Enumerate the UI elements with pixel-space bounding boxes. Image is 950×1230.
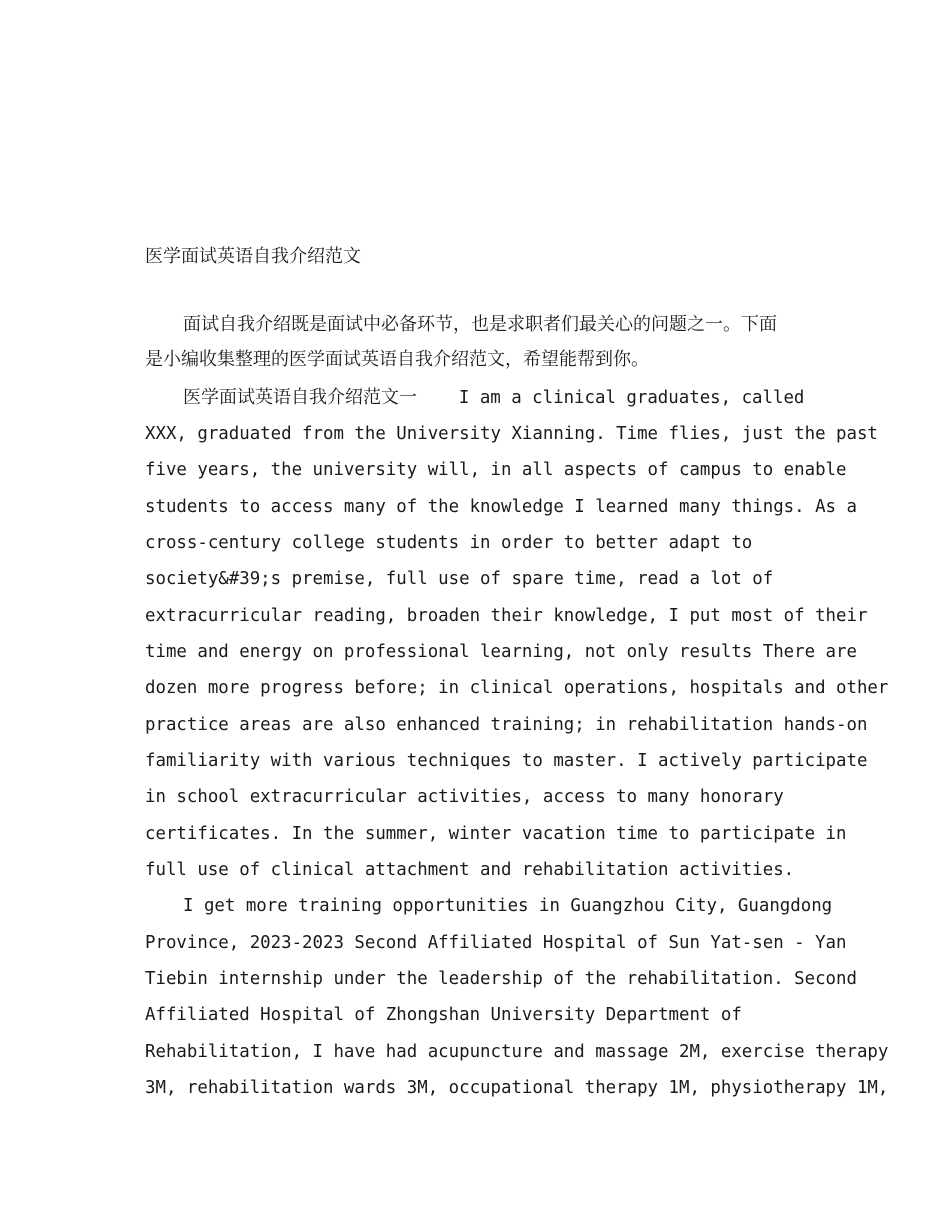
body-text-start: I am a clinical graduates, called: [417, 388, 805, 408]
body-line: dozen more progress before; in clinical operations, hospitals and other: [145, 678, 889, 698]
body-line: Province, 2023-2023 Second Affiliated Hospital of Sun Yat-sen - Yan: [145, 933, 847, 953]
body-line: practice areas are also enhanced training; in rehabilitation hands-on: [145, 715, 868, 735]
body-line: time and energy on professional learning, not only results There are: [145, 642, 857, 662]
body-line: students to access many of the knowledge I learned many things. As a: [145, 497, 857, 517]
body-line: extracurricular reading, broaden their knowledge, I put most of their: [145, 606, 868, 626]
body-line: I get more training opportunities in Guangzhou City, Guangdong: [183, 896, 833, 916]
section-heading: 医学面试英语自我介绍范文一: [183, 387, 417, 408]
body-line: certificates. In the summer, winter vacation time to participate in: [145, 824, 847, 844]
body-line: familiarity with various techniques to master. I actively participate: [145, 751, 868, 771]
intro-line-2: 是小编收集整理的医学面试英语自我介绍范文，希望能帮到你。: [145, 349, 649, 370]
body-line: Tiebin internship under the leadership of the rehabilitation. Second: [145, 969, 857, 989]
body-line: in school extracurricular activities, access to many honorary: [145, 787, 784, 807]
body-line: Rehabilitation, I have had acupuncture and massage 2M, exercise therapy: [145, 1042, 889, 1062]
document-title: 医学面试英语自我介绍范文: [145, 246, 361, 267]
intro-line-1: 面试自我介绍既是面试中必备环节，也是求职者们最关心的问题之一。下面: [183, 314, 777, 335]
body-line: full use of clinical attachment and rehabilitation activities.: [145, 860, 795, 880]
body-line: XXX, graduated from the University Xianning. Time flies, just the past: [145, 424, 878, 444]
body-line: society&#39;s premise, full use of spare time, read a lot of: [145, 569, 774, 589]
body-line: cross-century college students in order to better adapt to: [145, 533, 753, 553]
section-heading-line: [183, 389, 804, 407]
body-line: 3M, rehabilitation wards 3M, occupational therapy 1M, physiotherapy 1M,: [145, 1078, 889, 1098]
body-line: five years, the university will, in all aspects of campus to enable: [145, 460, 847, 480]
body-line: Affiliated Hospital of Zhongshan University Department of: [145, 1005, 742, 1025]
